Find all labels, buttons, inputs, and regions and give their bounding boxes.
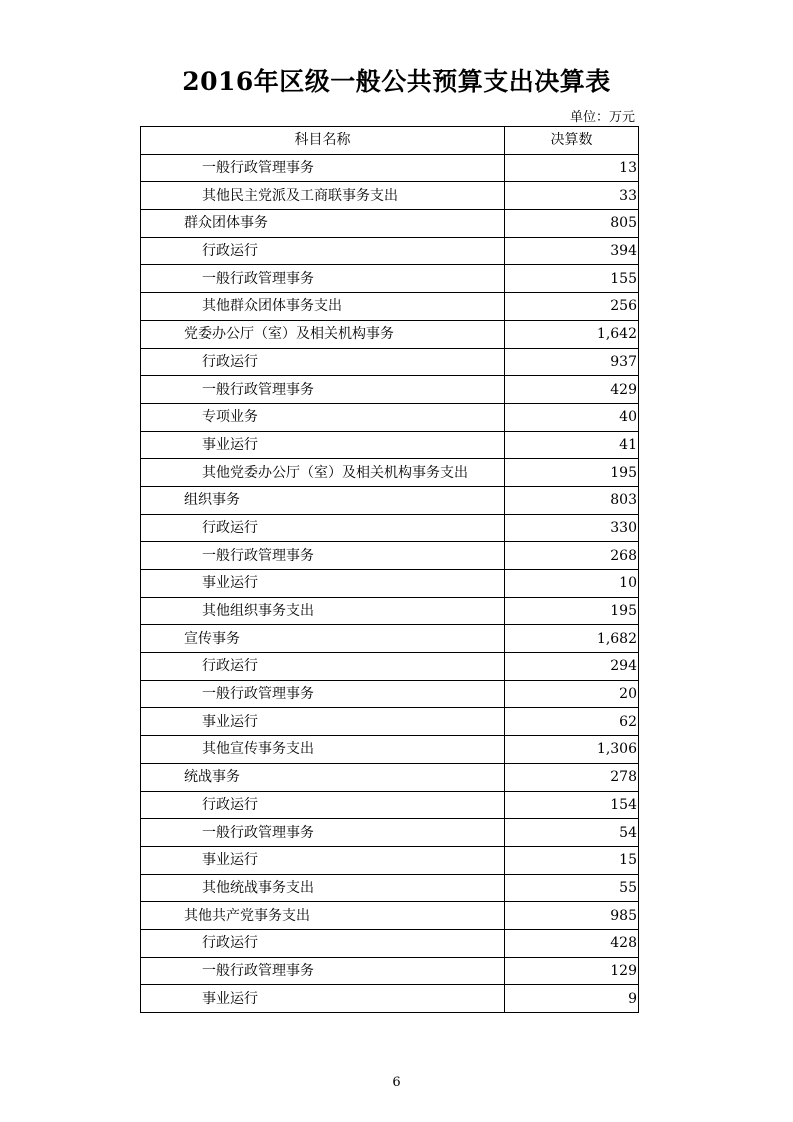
row-subject-name: 行政运行 [141, 929, 505, 957]
table-row [141, 154, 639, 182]
table-row [141, 376, 639, 404]
table-row [141, 708, 639, 736]
row-final-amount: 10 [505, 570, 639, 598]
row-subject-name: 其他统战事务支出 [141, 874, 505, 902]
row-subject-name: 专项业务 [141, 403, 505, 431]
table-row [141, 957, 639, 985]
row-final-amount: 33 [505, 182, 639, 210]
table-row [141, 265, 639, 293]
row-subject-name: 一般行政管理事务 [141, 680, 505, 708]
row-final-amount: 62 [505, 708, 639, 736]
row-final-amount: 937 [505, 348, 639, 376]
row-subject-name: 宣传事务 [141, 625, 505, 653]
table-body [141, 154, 639, 1012]
row-subject-name: 一般行政管理事务 [141, 154, 505, 182]
row-final-amount: 154 [505, 791, 639, 819]
row-final-amount: 41 [505, 431, 639, 459]
row-final-amount: 195 [505, 459, 639, 487]
row-final-amount: 429 [505, 376, 639, 404]
row-subject-name: 其他宣传事务支出 [141, 736, 505, 764]
row-final-amount: 13 [505, 154, 639, 182]
row-final-amount: 1,642 [505, 320, 639, 348]
row-final-amount: 805 [505, 210, 639, 238]
row-final-amount: 40 [505, 403, 639, 431]
row-subject-name: 群众团体事务 [141, 210, 505, 238]
page-title: 2016年区级一般公共预算支出决算表 [182, 67, 611, 96]
row-subject-name: 事业运行 [141, 570, 505, 598]
row-subject-name: 党委办公厅（室）及相关机构事务 [141, 320, 505, 348]
budget-table [140, 126, 639, 1013]
row-final-amount: 20 [505, 680, 639, 708]
row-final-amount: 15 [505, 846, 639, 874]
table-row [141, 791, 639, 819]
row-final-amount: 129 [505, 957, 639, 985]
table-row [141, 902, 639, 930]
row-subject-name: 一般行政管理事务 [141, 265, 505, 293]
table-row [141, 320, 639, 348]
table-row [141, 874, 639, 902]
row-final-amount: 803 [505, 486, 639, 514]
row-final-amount: 55 [505, 874, 639, 902]
row-final-amount: 9 [505, 985, 639, 1013]
table-row [141, 570, 639, 598]
row-subject-name: 统战事务 [141, 763, 505, 791]
table-row [141, 680, 639, 708]
row-subject-name: 一般行政管理事务 [141, 376, 505, 404]
row-final-amount: 256 [505, 293, 639, 321]
row-subject-name: 事业运行 [141, 708, 505, 736]
table-row [141, 403, 639, 431]
table-row [141, 929, 639, 957]
table-row [141, 625, 639, 653]
table-row [141, 597, 639, 625]
row-subject-name: 其他共产党事务支出 [141, 902, 505, 930]
header-final-amount: 决算数 [505, 127, 639, 155]
row-subject-name: 一般行政管理事务 [141, 957, 505, 985]
row-subject-name: 其他民主党派及工商联事务支出 [141, 182, 505, 210]
table-row [141, 459, 639, 487]
row-subject-name: 组织事务 [141, 486, 505, 514]
table-row [141, 514, 639, 542]
table-header-row [141, 127, 639, 155]
row-final-amount: 394 [505, 237, 639, 265]
table-row [141, 237, 639, 265]
row-subject-name: 行政运行 [141, 348, 505, 376]
unit-label: 单位：万元 [569, 110, 635, 125]
row-final-amount: 428 [505, 929, 639, 957]
page-number: 6 [392, 1075, 401, 1090]
table-row [141, 819, 639, 847]
table-row [141, 431, 639, 459]
row-subject-name: 行政运行 [141, 653, 505, 681]
row-final-amount: 155 [505, 265, 639, 293]
table-row [141, 985, 639, 1013]
row-final-amount: 1,682 [505, 625, 639, 653]
header-subject-name: 科目名称 [141, 127, 505, 155]
row-final-amount: 278 [505, 763, 639, 791]
row-final-amount: 268 [505, 542, 639, 570]
row-final-amount: 294 [505, 653, 639, 681]
row-subject-name: 事业运行 [141, 846, 505, 874]
table-row [141, 293, 639, 321]
row-subject-name: 其他党委办公厅（室）及相关机构事务支出 [141, 459, 505, 487]
table-row [141, 182, 639, 210]
row-final-amount: 985 [505, 902, 639, 930]
table-row [141, 736, 639, 764]
table-row [141, 542, 639, 570]
table-row [141, 846, 639, 874]
row-subject-name: 其他群众团体事务支出 [141, 293, 505, 321]
row-subject-name: 行政运行 [141, 791, 505, 819]
row-final-amount: 1,306 [505, 736, 639, 764]
row-subject-name: 其他组织事务支出 [141, 597, 505, 625]
row-subject-name: 一般行政管理事务 [141, 542, 505, 570]
row-final-amount: 195 [505, 597, 639, 625]
row-subject-name: 一般行政管理事务 [141, 819, 505, 847]
table-row [141, 486, 639, 514]
row-subject-name: 事业运行 [141, 985, 505, 1013]
row-subject-name: 行政运行 [141, 514, 505, 542]
table-row [141, 210, 639, 238]
row-final-amount: 54 [505, 819, 639, 847]
row-final-amount: 330 [505, 514, 639, 542]
table-row [141, 653, 639, 681]
table-row [141, 348, 639, 376]
row-subject-name: 事业运行 [141, 431, 505, 459]
row-subject-name: 行政运行 [141, 237, 505, 265]
table-row [141, 763, 639, 791]
